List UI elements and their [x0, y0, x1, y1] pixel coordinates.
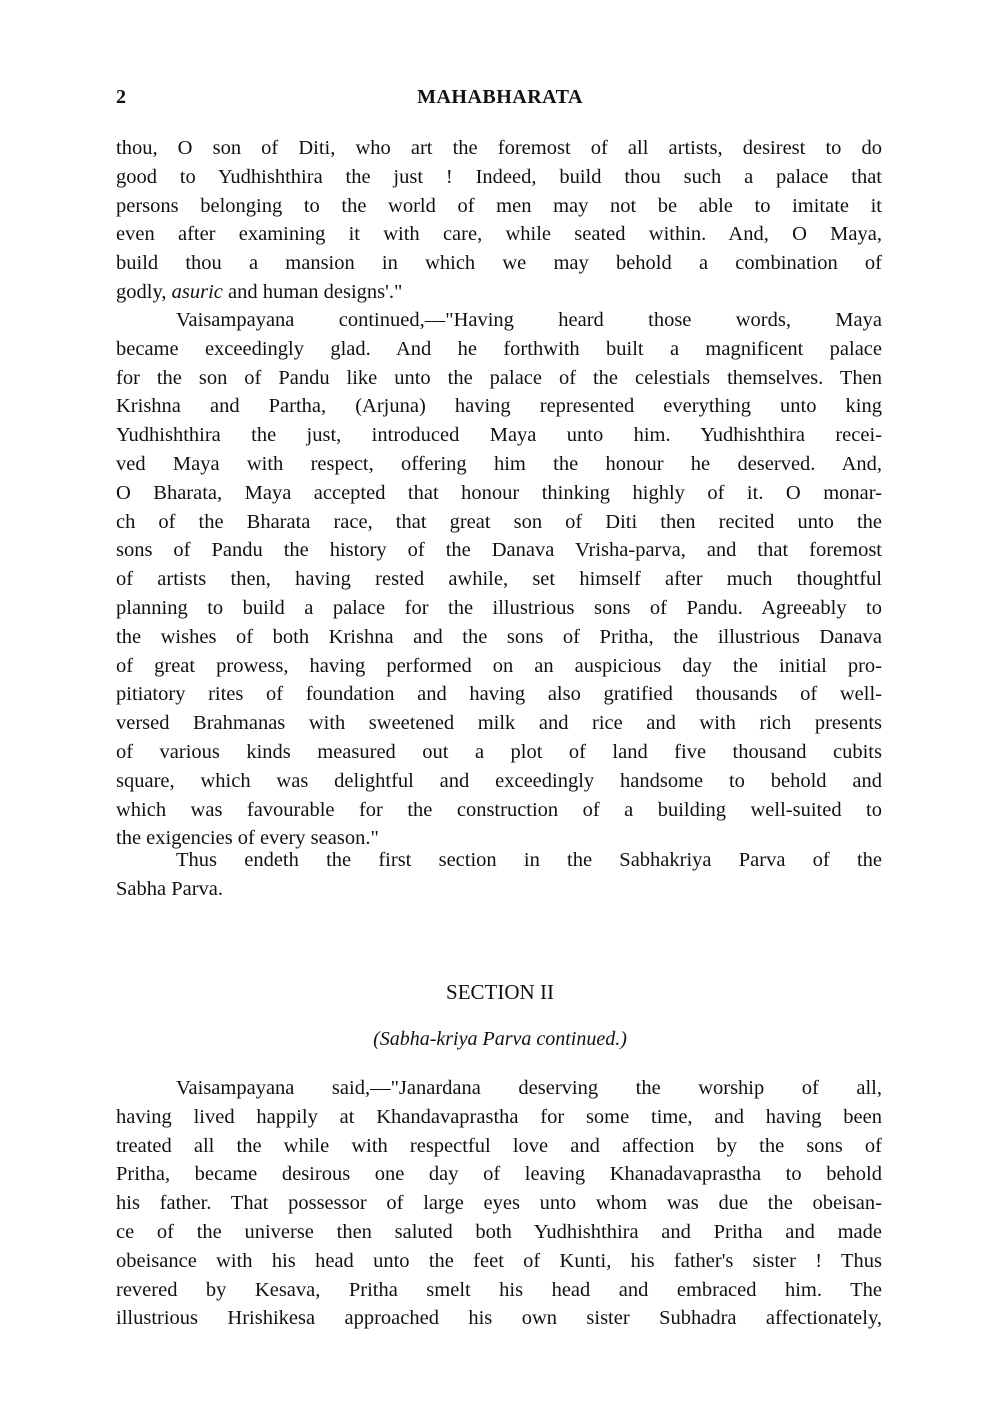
italic-term: asuric [171, 280, 223, 303]
text-line: Krishna and Partha, (Arjuna) having represented everything unto king [116, 395, 882, 418]
text-line: O Bharata, Maya accepted that honour thinking highly of it. O monar- [116, 481, 882, 504]
section-heading: SECTION II [446, 980, 554, 1004]
text-line [116, 278, 882, 307]
text-line: ved Maya with respect, offering him the honour he deserved. And, [116, 452, 882, 475]
text-line: obeisance with his head unto the feet of Kunti, his father's sister ! Thus [116, 1249, 882, 1272]
text-line: ch of the Bharata race, that great son of Diti then recited unto the [116, 510, 882, 533]
text-line: good to Yudhishthira the just ! Indeed, build thou such a palace that [116, 165, 882, 188]
paragraph-maya-request [116, 134, 882, 307]
text-line: Vaisampayana continued,—"Having heard those words, Maya [176, 309, 882, 331]
section-subheading: (Sabha-kriya Parva continued.) [373, 1028, 627, 1050]
text-line: for the son of Pandu like unto the palace of the celestials themselves. Then [116, 366, 882, 389]
text-line: Yudhishthira the just, introduced Maya unto him. Yudhishthira recei- [116, 424, 882, 447]
text-line: revered by Kesava, Pritha smelt his head and embraced him. The [116, 1278, 882, 1301]
text-line: having lived happily at Khandavaprastha for some time, and having been [116, 1105, 882, 1128]
text-line: pitiatory rites of foundation and having also gratified thousands of well- [116, 683, 882, 706]
text-line: planning to build a palace for the illustrious sons of Pandu. Agreeably to [116, 596, 882, 619]
text-line: Pritha, became desirous one day of leaving Khanadavaprastha to behold [116, 1163, 882, 1186]
text-line: square, which was delightful and exceedingly handsome to behold and [116, 769, 882, 792]
text-line: treated all the while with respectful love and affection by the sons of [116, 1134, 882, 1157]
text-line: illustrious Hrishikesa approached his own sister Subhadra affectionately, [116, 1307, 882, 1330]
text-line: Vaisampayana said,—"Janardana deserving the worship of all, [176, 1077, 882, 1099]
text-line: sons of Pandu the history of the Danava Vrisha-parva, and that foremost [116, 539, 882, 562]
text-line: Sabha Parva. [116, 877, 224, 900]
running-title: MAHABHARATA [417, 86, 583, 108]
text-line: the wishes of both Krishna and the sons of Pritha, the illustrious Danava [116, 625, 882, 648]
text-line: build thou a mansion in which we may behold a combination of [116, 252, 882, 275]
text-line: which was favourable for the construction of a building well-suited to [116, 798, 882, 821]
text-line: of great prowess, having performed on an auspicious day the initial pro- [116, 654, 882, 677]
text-line: of artists then, having rested awhile, set himself after much thoughtful [116, 568, 882, 591]
text-line: even after examining it with care, while seated within. And, O Maya, [116, 223, 882, 246]
text-line: thou, O son of Diti, who art the foremost of all artists, desirest to do [116, 137, 882, 159]
text-line: Thus endeth the first section in the Sabhakriya Parva of the [176, 849, 882, 871]
text-line: the exigencies of every season." [116, 827, 379, 850]
text-line: his father. That possessor of large eyes unto whom was due the obeisan- [116, 1192, 882, 1215]
text-line: became exceedingly glad. And he forthwith built a magnificent palace [116, 337, 882, 360]
text-line: persons belonging to the world of men may not be able to imitate it [116, 194, 882, 217]
paragraph-vaisampayana-continued [116, 306, 882, 853]
paragraph-section-end [116, 846, 882, 904]
page-number: 2 [116, 86, 126, 108]
text-line: versed Brahmanas with sweetened milk and rice and with rich presents [116, 712, 882, 735]
text-span: godly, [116, 280, 172, 303]
paragraph-janardana [116, 1074, 882, 1333]
text-span: and human designs'." [222, 280, 403, 303]
text-line: ce of the universe then saluted both Yudhishthira and Pritha and made [116, 1220, 882, 1243]
text-line: of various kinds measured out a plot of land five thousand cubits [116, 740, 882, 763]
